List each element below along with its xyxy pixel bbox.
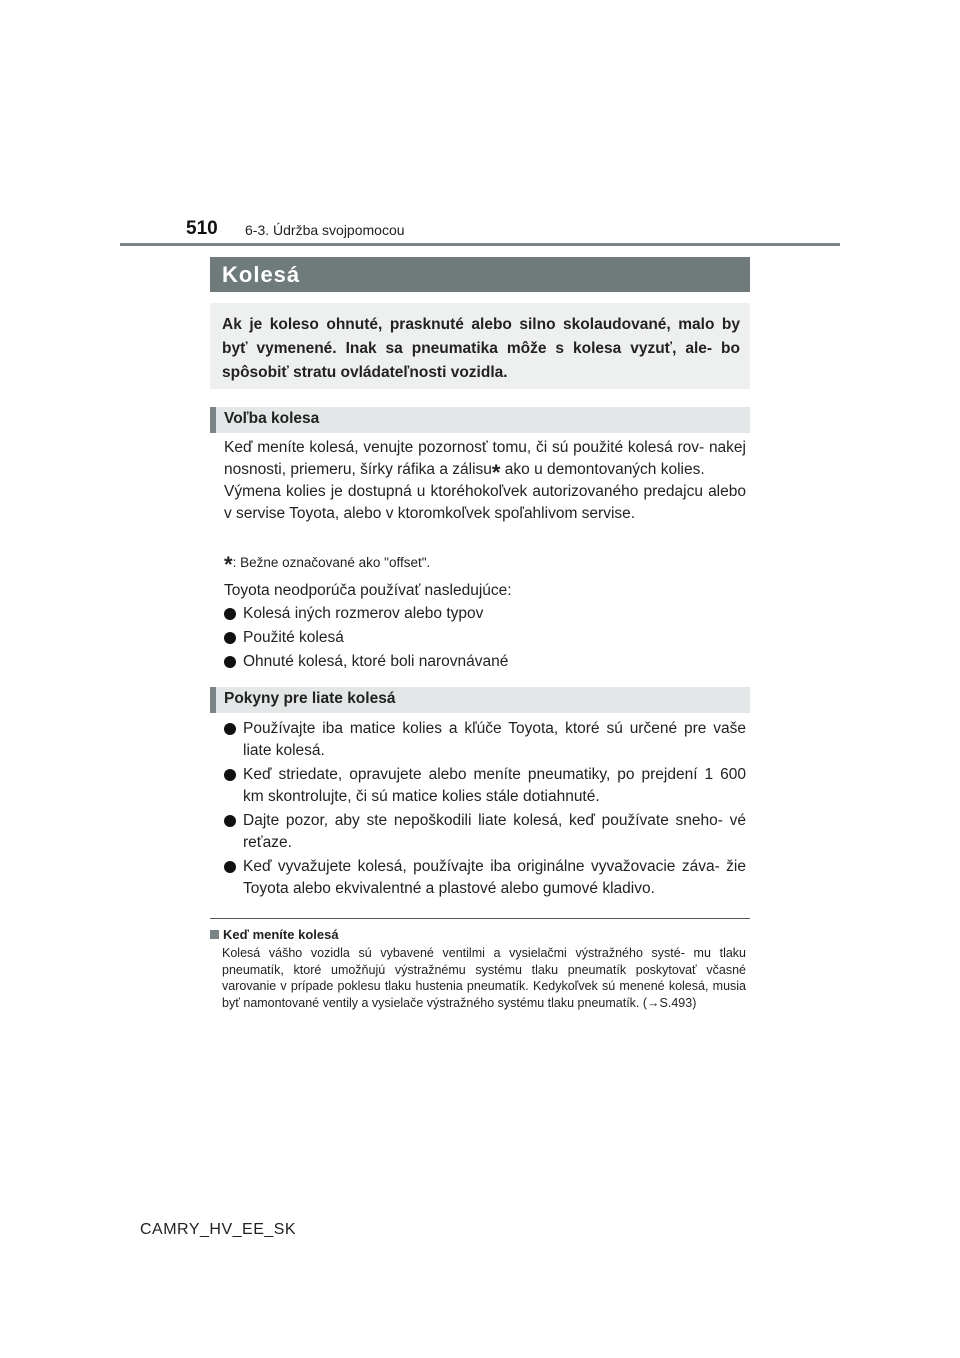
- list-item: Keď striedate, opravujete alebo meníte pneumatiky, po prejdení 1 600 km skontrolujte, či sú matice kolies stále dotiahnuté.: [224, 764, 746, 808]
- document-code: CAMRY_HV_EE_SK: [140, 1221, 297, 1238]
- notes-heading: Keď meníte kolesá: [210, 927, 339, 942]
- intro-box: Ak je koleso ohnuté, prasknuté alebo silno skolaudované, malo by byť vymenené. Inak sa pneumatika môže s kolesa vyzuť, ale- bo spôsobiť stratu ovládateľnosti vozidla.: [210, 303, 750, 389]
- alloy-wheels-list: [224, 718, 746, 900]
- list-item: Používajte iba matice kolies a kľúče Toyota, ktoré sú určené pre vaše liate kolesá.: [224, 718, 746, 762]
- not-recommended-list: [224, 603, 746, 673]
- page-title: Kolesá: [210, 257, 750, 292]
- list-item: Kolesá iných rozmerov alebo typov: [224, 603, 746, 625]
- bullet-icon: [224, 608, 236, 620]
- notes-divider: [210, 918, 750, 919]
- not-recommended-intro: Toyota neodporúča používať nasledujúce:: [224, 582, 512, 599]
- asterisk-mark: *: [491, 460, 501, 485]
- wheel-selection-text-b: ako u demontovaných kolies.: [500, 461, 705, 478]
- list-item: Keď vyvažujete kolesá, používajte iba originálne vyvažovacie záva- žie Toyota alebo ekvivalentné a plastové alebo gumové kladivo.: [224, 856, 746, 900]
- list-item: Ohnuté kolesá, ktoré boli narovnávané: [224, 651, 746, 673]
- notes-body: Kolesá vášho vozidla sú vybavené ventilmi a vysielačmi výstražného systé- mu tlaku pneumatík, ktoré umožňujú výstražnému systému tlaku pneumatík poskytovať včasné varovanie v prípade poklesu tlaku hustenia pneumatík. Kedykoľvek sú menené kolesá, musia byť namontované ventily a vysielače výstražného systému tlaku pneumatík. (→S.493): [222, 946, 746, 1010]
- footnote-asterisk: *: [224, 552, 233, 577]
- section-reference: 6-3. Údržba svojpomocou: [245, 222, 405, 238]
- bullet-icon: [224, 769, 236, 781]
- offset-footnote: [224, 552, 431, 577]
- bullet-icon: [224, 861, 236, 873]
- bullet-icon: [224, 632, 236, 644]
- list-item: Dajte pozor, aby ste nepoškodili liate kolesá, keď používate sneho- vé reťaze.: [224, 810, 746, 854]
- bullet-icon: [224, 815, 236, 827]
- bullet-icon: [224, 656, 236, 668]
- alloy-wheels-heading: Pokyny pre liate kolesá: [210, 687, 750, 713]
- wheel-selection-text-a: Keď meníte kolesá, venujte pozornosť tomu, či sú použité kolesá rov- nakej nosnosti, priemeru, šírky ráfika a zálisu: [224, 439, 746, 478]
- square-bullet-icon: [210, 930, 219, 939]
- list-item: Použité kolesá: [224, 627, 746, 649]
- header-divider: [120, 243, 840, 246]
- wheel-replacement-text: Výmena kolies je dostupná u ktoréhokoľvek autorizovaného predajcu alebo v servise Toyota, alebo v ktoromkoľvek spoľahlivom servise.: [224, 483, 746, 522]
- page-number: 510: [186, 218, 218, 239]
- wheel-selection-heading: Voľba kolesa: [210, 407, 750, 433]
- wheel-selection-paragraph: [224, 437, 746, 525]
- footnote-text: : Bežne označované ako "offset".: [232, 555, 431, 570]
- bullet-icon: [224, 723, 236, 735]
